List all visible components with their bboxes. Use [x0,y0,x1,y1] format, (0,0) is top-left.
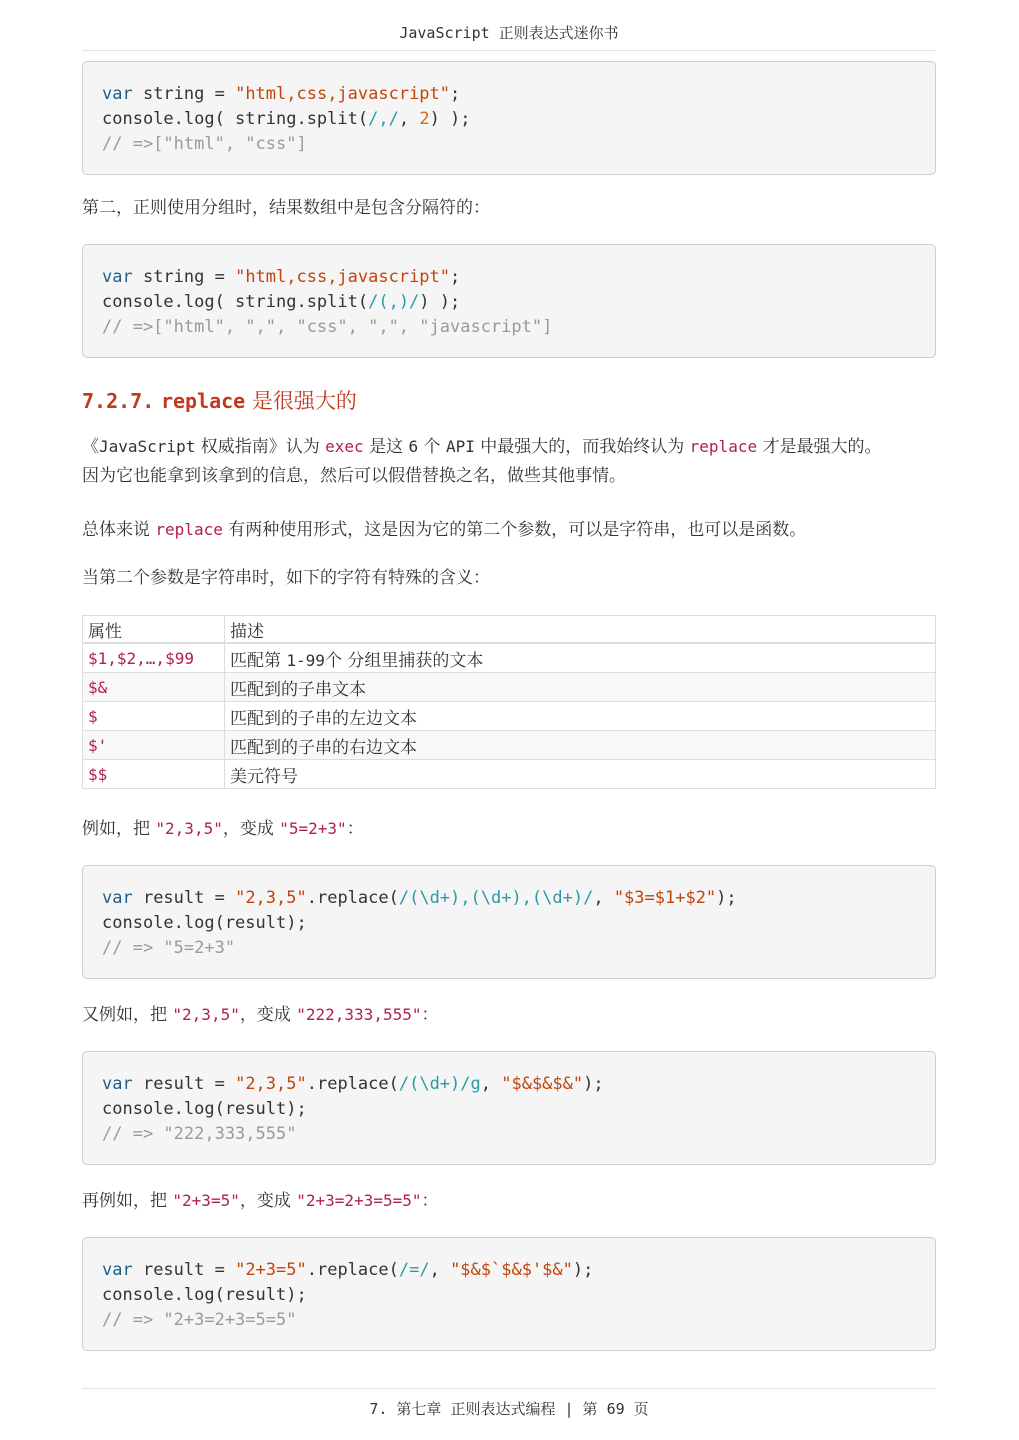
section-heading-code: replace [160,389,246,413]
footer-page-number: 第 69 页 [582,1400,649,1418]
code-token: ) ); [429,109,471,129]
inline-code: replace [155,520,223,539]
code-token: ; [450,84,461,104]
text: 1-99 [286,650,325,670]
code-token: // =>["html", "css"] [102,134,307,154]
code-token: result = [132,1260,236,1280]
code-line [102,1097,916,1122]
code-line [102,1072,916,1097]
paragraph-example-3 [82,1186,936,1216]
text: 匹配第 [230,650,287,671]
code-token: // => "222,333,555" [102,1124,297,1144]
code-token: "$&$&$&" [501,1074,584,1094]
code-line [102,936,916,961]
inline-code: exec [325,437,364,456]
code-token: console.log(result); [102,1285,307,1305]
code-token: , [480,1074,502,1094]
text: API [445,437,475,456]
table-row [83,673,936,702]
page-footer [82,1388,936,1424]
code-line [102,886,916,911]
code-line [102,1308,916,1333]
table-cell-prop: $$ [83,760,225,789]
text: ： [421,1191,439,1211]
code-token: /(\d+)/g [398,1074,481,1094]
code-line [102,265,916,290]
code-block [82,1051,936,1165]
code-block [82,865,936,979]
special-chars-table [82,615,936,789]
text: 《 [82,437,99,457]
section-heading-text: 是很强大的 [251,389,357,413]
page-header [82,22,936,51]
table-cell-prop: $& [83,673,225,702]
text: ： [421,1005,439,1025]
table-cell-prop: $ [83,702,225,731]
paragraph-intro-1 [82,432,936,462]
code-token: ; [450,267,461,287]
code-token: ) ); [419,292,461,312]
code-token: , [398,109,420,129]
code-token: .replace( [306,1074,399,1094]
inline-code: "2+3=2+3=5=5" [296,1191,422,1210]
code-token: console.log(result); [102,1099,307,1119]
code-token: "2,3,5" [235,1074,307,1094]
text: 个 [418,437,446,457]
table-row [83,760,936,789]
code-token: ); [572,1260,594,1280]
inline-code: "2,3,5" [172,1005,240,1024]
code-token: /(\d+),(\d+),(\d+)/ [398,888,594,908]
code-token: ); [583,1074,604,1094]
code-token: console.log( string.split( [102,109,369,129]
code-token: "2+3=5" [235,1260,307,1280]
paragraph-replace-forms [82,515,936,545]
code-token: string = [132,84,236,104]
code-block [82,61,936,175]
code-block [82,1237,936,1351]
text: 6 [408,437,419,456]
inline-code: "2+3=5" [172,1191,240,1210]
table-header-row [83,616,936,644]
inline-code: replace [689,437,758,456]
paragraph-example-1 [82,814,936,844]
code-token: var [102,1260,133,1280]
paragraph-special-chars: 当第二个参数是字符串时，如下的字符有特殊的含义： [82,568,490,588]
footer-separator: | [564,1400,574,1418]
code-block [82,244,936,358]
code-token: // =>["html", ",", "css", ",", "javascript"] [102,317,553,337]
code-token: // => "5=2+3" [102,938,236,958]
code-line [102,911,916,936]
code-line [102,107,916,132]
code-line [102,1122,916,1147]
paragraph-split-group: 第二，正则使用分组时，结果数组中是包含分隔符的： [82,198,490,218]
code-token: "2,3,5" [235,888,307,908]
table-cell-prop: $' [83,731,225,760]
code-line [102,315,916,340]
book-title: JavaScript 正则表达式迷你书 [399,24,619,42]
code-token: .replace( [306,888,399,908]
code-token: result = [132,1074,236,1094]
text: 有两种使用形式，这是因为它的第二个参数，可以是字符串，也可以是函数。 [222,520,807,540]
code-token: "html,css,javascript" [235,84,451,104]
text: 例如，把 [82,819,156,839]
text: 是这 [363,437,409,457]
column-header: 属性 [83,616,225,644]
code-line [102,82,916,107]
code-token: ); [716,888,737,908]
paragraph-intro-2: 因为它也能拿到该拿到的信息，然后可以假借替换之名，做些其他事情。 [82,466,626,486]
table-row [83,731,936,760]
inline-code: "222,333,555" [296,1005,422,1024]
text: 总体来说 [82,520,156,540]
table-row [83,702,936,731]
table-cell-desc [225,643,936,673]
code-token: console.log( string.split( [102,292,369,312]
text: 又例如，把 [82,1005,173,1025]
text: ，变成 [239,1005,297,1025]
text: ，变成 [222,819,280,839]
footer-chapter: 7. 第七章 正则表达式编程 [369,1400,556,1418]
code-token: , [429,1260,451,1280]
code-token: /,/ [368,109,399,129]
text: ： [346,819,364,839]
text: 个 分组里捕获的文本 [324,650,484,671]
code-token: .replace( [306,1260,399,1280]
table-cell-desc: 匹配到的子串的右边文本 [225,731,936,760]
code-token: var [102,888,133,908]
inline-code: "2,3,5" [155,819,223,838]
table-cell-prop: $1,$2,…,$99 [83,643,225,673]
table-row [83,643,936,673]
code-token: string = [132,267,236,287]
text: 才是最强大的。 [757,437,882,457]
code-token: /(,)/ [368,292,420,312]
code-token: var [102,84,133,104]
paragraph-example-2 [82,1000,936,1030]
column-header: 描述 [225,616,936,644]
code-token: result = [132,888,236,908]
code-token: , [593,888,614,908]
code-token: "html,css,javascript" [235,267,451,287]
table-cell-desc: 美元符号 [225,760,936,789]
code-token: // => "2+3=2+3=5=5" [102,1310,297,1330]
table-cell-desc: 匹配到的子串文本 [225,673,936,702]
text: 中最强大的，而我始终认为 [474,437,690,457]
text: ，变成 [239,1191,297,1211]
code-token: 2 [419,109,430,129]
code-token: var [102,1074,133,1094]
code-token: /=/ [398,1260,430,1280]
inline-code: "5=2+3" [279,819,347,838]
section-heading [82,385,357,415]
section-number: 7.2.7. [82,389,155,413]
code-line [102,132,916,157]
text: JavaScript [99,437,196,456]
code-token: "$&$`$&$'$&" [450,1260,573,1280]
text: 权威指南》认为 [195,437,326,457]
code-token: var [102,267,133,287]
code-line [102,1258,916,1283]
code-token: console.log(result); [102,913,307,933]
code-line [102,290,916,315]
code-line [102,1283,916,1308]
code-token: "$3=$1+$2" [613,888,717,908]
table-cell-desc: 匹配到的子串的左边文本 [225,702,936,731]
text: 再例如，把 [82,1191,173,1211]
